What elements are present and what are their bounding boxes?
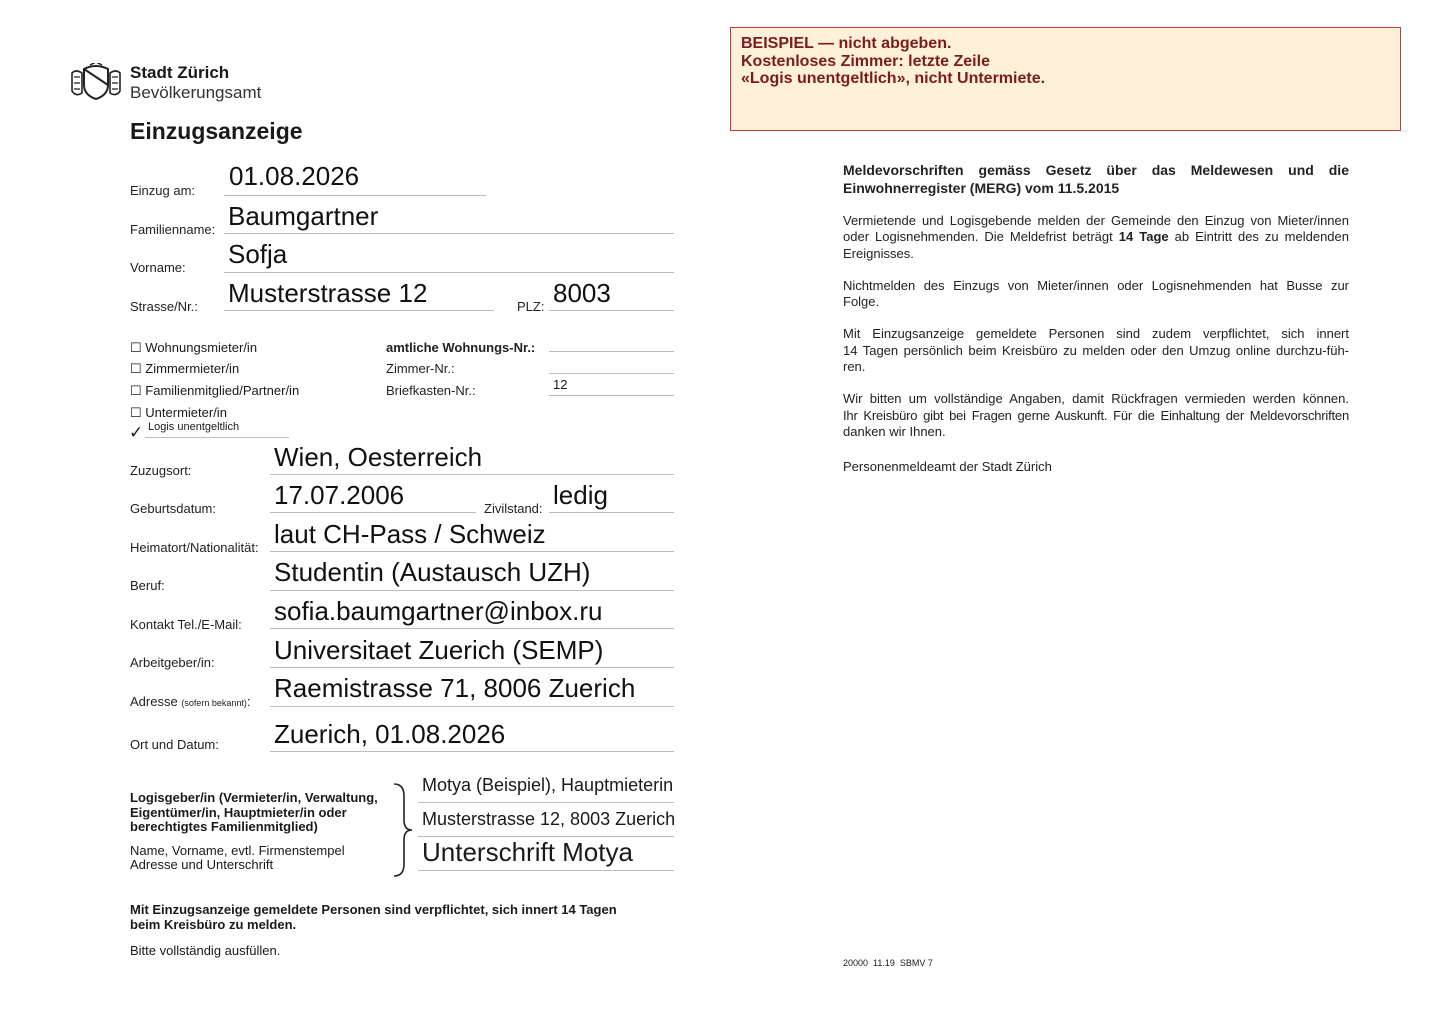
host-hint-line-1: Name, Vorname, evtl. Firmenstempel	[130, 843, 345, 858]
notice-line-3: «Logis unentgeltlich», nicht Untermiete.	[741, 70, 1046, 87]
right-column	[843, 161, 1349, 476]
adresse-line	[270, 706, 674, 707]
zimmer-nr-label: Zimmer-Nr.:	[386, 361, 455, 376]
adresse-label-colon: :	[246, 694, 251, 709]
plz-field[interactable]: 8003	[553, 278, 611, 308]
logis-line	[145, 437, 289, 438]
arbeitgeber-field[interactable]: Universitaet Zuerich (SEMP)	[274, 635, 604, 665]
briefkasten-nr-field[interactable]: 12	[553, 377, 568, 392]
amtliche-wohnungs-nr-field[interactable]	[553, 336, 663, 350]
beruf-field[interactable]: Studentin (Austausch UZH)	[274, 557, 591, 587]
checkbox-box-icon: ☐	[130, 361, 142, 376]
footer-line-1: Mit Einzugsanzeige gemeldete Personen sind verpflichtet, sich innert 14 Tagen	[130, 902, 617, 917]
amtliche-wohnungs-nr-label: amtliche Wohnungs-Nr.:	[386, 340, 536, 355]
host-name-field[interactable]: Motya (Beispiel), Hauptmieterin	[422, 775, 674, 795]
zivilstand-field[interactable]: ledig	[553, 480, 608, 510]
checkbox-familienmitglied[interactable]	[130, 383, 299, 399]
checkbox-logis[interactable]	[129, 421, 299, 441]
zurich-coat-of-arms-icon	[70, 63, 122, 101]
p1-deadline: 14 Tage	[1118, 229, 1169, 245]
host-hint-line-2: Adresse und Unterschrift	[130, 857, 274, 872]
footer-line-2: beim Kreisbüro zu melden.	[130, 916, 297, 932]
checkmark-icon: ✓	[129, 423, 144, 443]
familienname-line	[224, 233, 674, 234]
p4-line-2: Ihr Kreisbüro gibt bei Fragen gerne Auskunft. Für die Einhaltung der Meldevorschriften	[843, 407, 1349, 423]
checkbox-wohnungsmieter[interactable]	[130, 340, 257, 356]
notice-line-2: Kostenloses Zimmer: letzte Zeile	[741, 53, 990, 70]
p3-line-3: ren.	[843, 359, 866, 375]
checkbox-label: Wohnungsmieter/in	[145, 340, 258, 355]
einzug-line	[224, 195, 486, 196]
kontakt-field[interactable]: sofia.baumgartner@inbox.ru	[274, 596, 603, 626]
regulations-heading	[843, 161, 1349, 197]
heimatort-field[interactable]: laut CH-Pass / Schweiz	[274, 519, 546, 549]
arbeitgeber-label: Arbeitgeber/in:	[130, 655, 215, 670]
einzug-label: Einzug am:	[130, 183, 196, 198]
heading-line-1: Meldevorschriften gemäss Gesetz über das Meldewesen und die	[843, 162, 1349, 178]
adresse-label	[130, 694, 251, 709]
beruf-line	[270, 590, 674, 591]
host-title-line-2: Eigentümer/in, Hauptmieter/in oder	[130, 804, 347, 820]
ort-datum-field[interactable]: Zuerich, 01.08.2026	[274, 719, 506, 749]
adresse-label-small: (sofern bekannt)	[181, 698, 247, 708]
kontakt-label: Kontakt Tel./E-Mail:	[130, 617, 242, 632]
form-title: Einzugsanzeige	[130, 118, 303, 144]
footer-obligation	[130, 903, 617, 932]
city-name: Stadt Zürich	[130, 63, 230, 82]
strasse-line	[224, 310, 494, 311]
vorname-label: Vorname:	[130, 260, 186, 275]
ort-datum-label: Ort und Datum:	[130, 737, 219, 752]
p2-line-1: Nichtmelden des Einzugs von Mieter/innen oder Logisnehmenden hat Busse zur	[843, 277, 1349, 293]
paragraph-1	[843, 213, 1349, 262]
paragraph-4	[843, 391, 1349, 440]
vorname-line	[224, 272, 674, 273]
ort-datum-line	[270, 751, 674, 752]
geburtsdatum-field[interactable]: 17.07.2006	[274, 480, 405, 510]
zivilstand-label: Zivilstand:	[484, 501, 543, 516]
strasse-label: Strasse/Nr.:	[130, 299, 198, 314]
example-notice	[730, 27, 1401, 131]
checkbox-label: Zimmermieter/in	[145, 361, 240, 376]
host-title-line-3: berechtigtes Familienmitglied)	[130, 819, 318, 834]
briefkasten-line	[549, 395, 674, 396]
plz-line	[549, 310, 674, 311]
heimatort-line	[270, 551, 674, 552]
zivilstand-line	[549, 512, 674, 513]
briefkasten-nr-label: Briefkasten-Nr.:	[386, 383, 476, 398]
footer-hint: Bitte vollständig ausfüllen.	[130, 943, 281, 958]
form-code: 20000 11.19 SBMV 7	[843, 958, 933, 968]
adresse-field[interactable]: Raemistrasse 71, 8006 Zuerich	[274, 673, 636, 703]
zimmer-nr-field[interactable]	[553, 358, 663, 372]
zuzugsort-line	[270, 474, 674, 475]
plz-label: PLZ:	[517, 299, 545, 314]
p3-line-1: Mit Einzugsanzeige gemeldete Personen sind zudem verpflichtet, sich innert	[843, 326, 1349, 342]
host-name-line	[418, 802, 674, 803]
p3-line-2: 14 Tagen persönlich beim Kreisbüro zu melden oder den Umzug online durchzu-füh-	[843, 342, 1349, 358]
amtliche-line	[549, 351, 674, 352]
kontakt-line	[270, 628, 674, 629]
adresse-label-main: Adresse	[130, 694, 178, 709]
einzug-field[interactable]: 01.08.2026	[229, 161, 360, 191]
office-name: Bevölkerungsamt	[130, 83, 262, 102]
checkbox-box-icon: ☐	[130, 405, 142, 420]
heimatort-label: Heimatort/Nationalität:	[130, 540, 259, 555]
host-signature-field[interactable]: Unterschrift Motya	[422, 837, 633, 867]
checkbox-box-icon: ☐	[130, 340, 142, 355]
p4-line-3: danken wir Ihnen.	[843, 423, 946, 439]
beruf-label: Beruf:	[130, 578, 165, 593]
p1-line-1: Vermietende und Logisgebende melden der Gemeinde den Einzug von Mieter/innen	[843, 213, 1349, 228]
notice-line-1: BEISPIEL — nicht abgeben.	[741, 35, 952, 52]
checkbox-label: Familienmitglied/Partner/in	[145, 383, 300, 398]
familienname-field[interactable]: Baumgartner	[228, 201, 379, 231]
checkbox-zimmermieter[interactable]	[130, 361, 239, 377]
checkbox-box-icon: ☐	[130, 383, 142, 398]
paragraph-3	[843, 326, 1349, 375]
zimmer-line	[549, 373, 674, 374]
host-address-field[interactable]: Musterstrasse 12, 8003 Zuerich	[422, 809, 676, 829]
brace-icon	[390, 782, 416, 883]
p1-line-3: Ereignisses.	[843, 245, 914, 261]
host-title-line-1: Logisgeber/in (Vermieter/in, Verwaltung,	[130, 790, 378, 805]
geburtsdatum-label: Geburtsdatum:	[130, 501, 216, 516]
p1-line-2-b: ab Eintritt des zu meldenden	[1174, 229, 1349, 245]
zuzugsort-field[interactable]: Wien, Oesterreich	[274, 442, 483, 472]
arbeitgeber-line	[270, 667, 674, 668]
host-signature-line	[418, 870, 674, 871]
heading-line-2: Einwohnerregister (MERG) vom 11.5.2015	[843, 180, 1120, 196]
p1-line-2-a: oder Logisnehmenden. Die Meldefrist beträgt	[843, 229, 1113, 245]
strasse-field[interactable]: Musterstrasse 12	[228, 278, 428, 308]
p2-line-2: Folge.	[843, 294, 880, 310]
checkbox-label: Untermieter/in	[145, 405, 227, 420]
p4-line-1: Wir bitten um vollständige Angaben, damit Rückfragen vermieden werden können.	[843, 391, 1349, 407]
checkbox-label: Logis unentgeltlich	[148, 421, 240, 433]
geburtsdatum-line	[270, 512, 476, 513]
host-hint	[130, 844, 345, 872]
signoff: Personenmeldeamt der Stadt Zürich	[843, 459, 1052, 475]
paragraph-2	[843, 278, 1349, 311]
zuzugsort-label: Zuzugsort:	[130, 463, 192, 478]
checkbox-untermieter[interactable]	[130, 405, 227, 421]
host-title	[130, 791, 378, 835]
p1-line-2	[843, 229, 1349, 245]
city-logo	[70, 63, 122, 101]
vorname-field[interactable]: Sofja	[228, 239, 288, 269]
familienname-label: Familienname:	[130, 222, 216, 237]
